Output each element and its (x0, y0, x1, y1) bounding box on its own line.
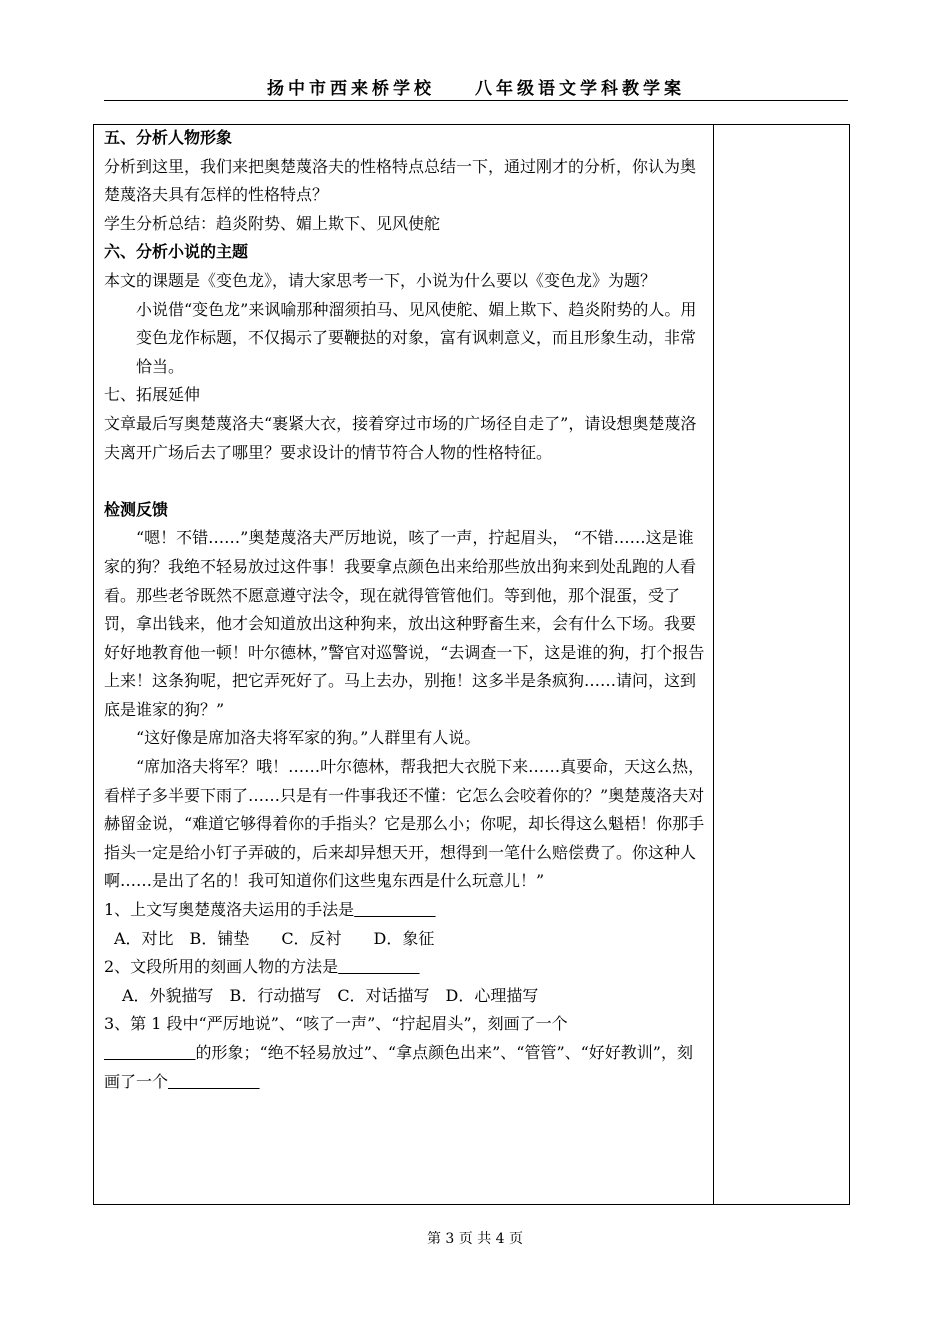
question-1: 1、上文写奥楚蔑洛夫运用的手法是 (104, 896, 708, 925)
section-5-title: 五、分析人物形象 (104, 128, 233, 147)
question-2: 2、文段所用的刻画人物的方法是 (104, 953, 708, 982)
page-header (104, 78, 848, 101)
notes-column-divider (713, 124, 714, 1205)
passage-paragraph-3: “席加洛夫将军？哦！……叶尔德林，帮我把大衣脱下来……真要命，天这么热，看样子多半要下雨了……只是有一件事我还不懂：它怎么会咬着你的？”奥楚蔑洛夫对赫留金说，“难道它够得着你的手指头？它是那么小；你呢，却长得这么魁梧！你那手指头一定是给小钉子弄破的，后来却异想天开，想得到一笔什么赔偿费了。你这种人啊……是出了名的！我可知道你们这些鬼东西是什么玩意儿！” (104, 757, 705, 891)
question-1-options: A．对比 B．铺垫 C．反衬 D．象征 (114, 928, 435, 948)
answer-blank-2[interactable] (338, 957, 419, 976)
section-6-answer: 小说借“变色龙”来讽喻那种溜须拍马、见风使舵、媚上欺下、趋炎附势的人。用变色龙作标题，不仅揭示了要鞭挞的对象，富有讽刺意义，而且形象生动，非常恰当。 (136, 299, 697, 376)
subject-title: 八年级语文学科教学案 (475, 79, 685, 99)
question-3: 3、第 1 段中“严厉地说”、“咳了一声”、“拧起眉头”，刻画了一个 的形象；“绝不轻易放过”、“拿点颜色出来”、“管管”、“好好教训”，刻画了一个 (104, 1014, 693, 1091)
question-2-options: A．外貌描写 B．行动描写 C．对话描写 D．心理描写 (122, 985, 539, 1005)
section-7-question: 文章最后写奥楚蔑洛夫“裹紧大衣，接着穿过市场的广场径自走了”，请设想奥楚蔑洛夫离开广场后去了哪里？要求设计的情节符合人物的性格特征。 (104, 413, 697, 462)
section-7-title: 七、拓展延伸 (104, 385, 201, 405)
section-6-question: 本文的课题是《变色龙》，请大家思考一下，小说为什么要以《变色龙》为题？ (104, 270, 657, 290)
answer-blank-1[interactable] (354, 900, 435, 919)
section-6-title: 六、分析小说的主题 (104, 242, 249, 262)
answer-blank-4[interactable] (168, 1072, 260, 1091)
passage-paragraph-1: “嗯！不错……”奥楚蔑洛夫严厉地说，咳了一声，拧起眉头， “不错……这是谁家的狗？我绝不轻易放过这件事！我要拿点颜色出来给那些放出狗来到处乱跑的人看看。那些老爷既然不愿意遵守法令，现在就得管管他们。等到他，那个混蛋，受了罚，拿出钱来，他才会知道放出这种狗来，放出这种野畜生来，会有什么下场。我要好好地教育他一顿！叶尔德林，”警官对巡警说，“去调查一下，这是谁的狗，打个报告上来！这条狗呢，把它弄死好了。马上去办，别拖！这多半是条疯狗……请问，这到底是谁家的狗？” (104, 528, 705, 719)
feedback-title: 检测反馈 (104, 499, 169, 519)
school-name: 扬中市西来桥学校 (267, 79, 435, 99)
page-footer: 第 3 页 共 4 页 (426, 1231, 524, 1247)
section-5-question: 分析到这里，我们来把奥楚蔑洛夫的性格特点总结一下，通过刚才的分析，你认为奥楚蔑洛夫具有怎样的性格特点？ (104, 156, 697, 205)
lesson-content (104, 124, 708, 1096)
answer-blank-3[interactable] (104, 1043, 196, 1062)
passage-paragraph-2: “这好像是席加洛夫将军家的狗。”人群里有人说。 (136, 728, 481, 748)
section-5-answer: 学生分析总结：趋炎附势、媚上欺下、见风使舵 (104, 213, 441, 233)
